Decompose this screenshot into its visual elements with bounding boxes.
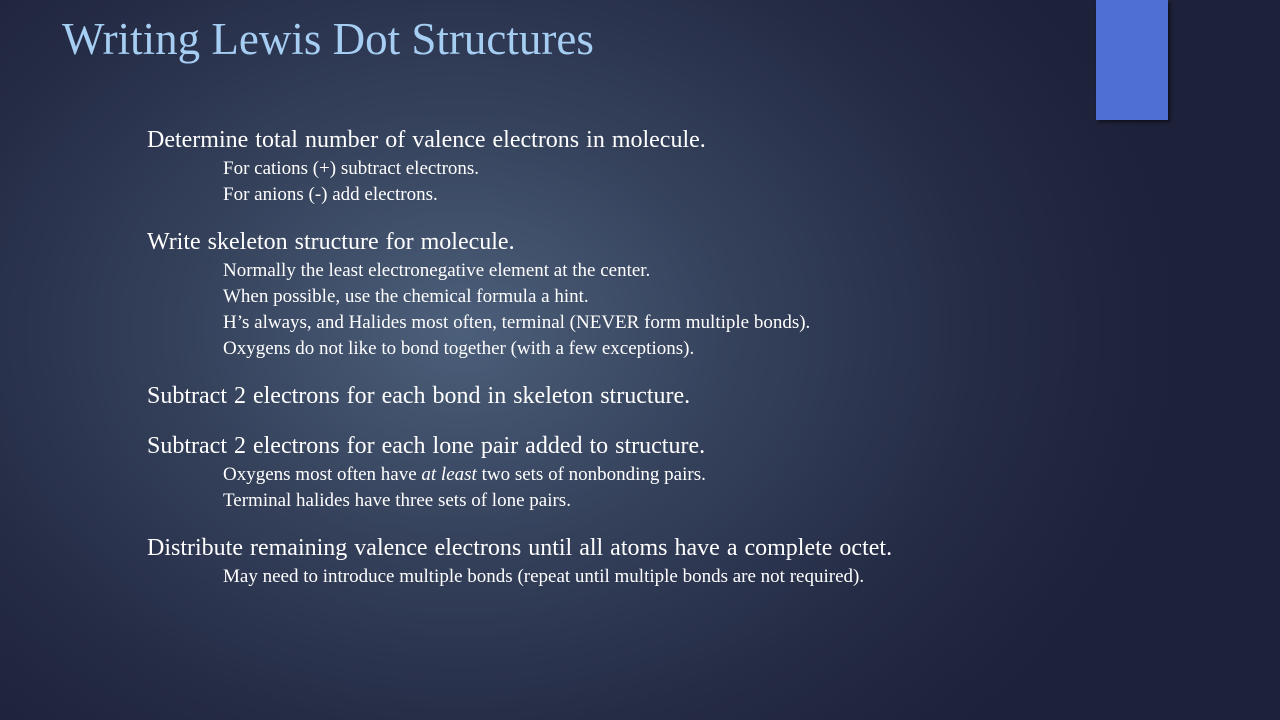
sub-point-text: two sets of nonbonding pairs. [476,464,706,485]
step-label: Subtract 2 electrons for each bond in skeleton structure. [147,383,691,409]
step-label: Determine total number of valence electrons in molecule. [147,127,706,153]
step-distribute-electrons [147,532,1257,590]
step-subtract-lone-pairs [147,430,1257,514]
sub-point: Terminal halides have three sets of lone pairs. [223,490,571,511]
sub-point: H’s always, and Halides most often, terminal (NEVER form multiple bonds). [223,312,811,333]
step-skeleton-structure [147,226,1257,362]
slide-title: Writing Lewis Dot Structures [62,14,594,64]
step-label: Distribute remaining valence electrons until all atoms have a complete octet. [147,535,893,561]
sub-point: Normally the least electronegative element at the center. [223,260,651,281]
sub-point: May need to introduce multiple bonds (repeat until multiple bonds are not required). [223,566,865,587]
sub-point-emphasis: at least [421,464,477,485]
accent-bar [1096,0,1168,120]
sub-point: When possible, use the chemical formula a hint. [223,286,589,307]
sub-point [223,462,1257,488]
sub-point: Oxygens do not like to bond together (with a few exceptions). [223,338,695,359]
step-label: Write skeleton structure for molecule. [147,229,515,255]
slide-content [147,124,1257,608]
sub-point-text: Oxygens most often have [223,464,422,485]
step-label: Subtract 2 electrons for each lone pair added to structure. [147,433,706,459]
sub-point: For cations (+) subtract electrons. [223,158,480,179]
step-valence-electrons [147,124,1257,208]
step-subtract-bonds [147,380,1257,412]
sub-point: For anions (-) add electrons. [223,184,438,205]
